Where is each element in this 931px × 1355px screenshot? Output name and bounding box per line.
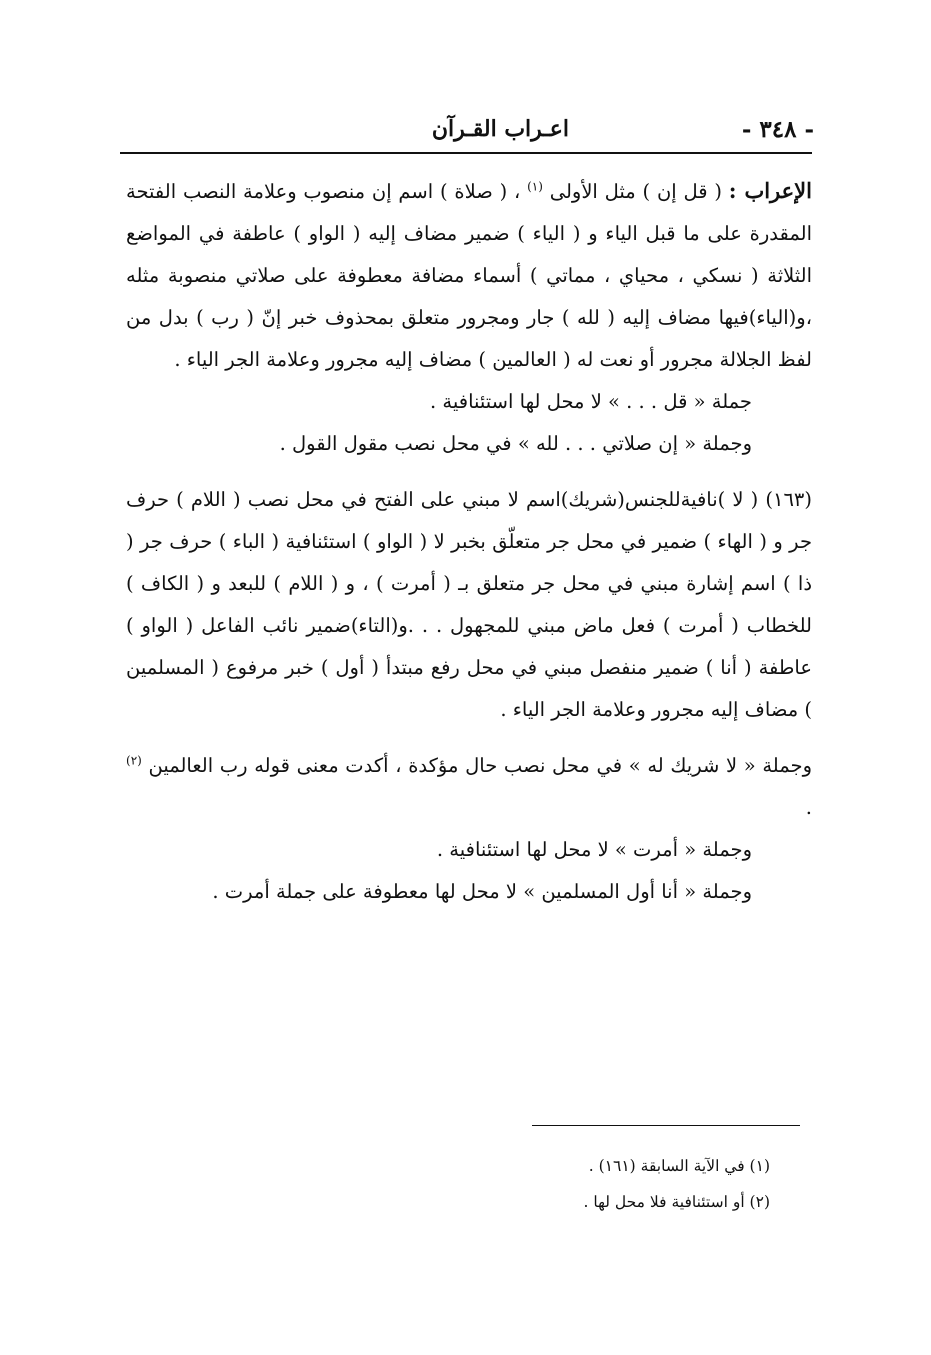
sentence-line: وجملة « إن صلاتي . . . لله » في محل نصب مقول القول .	[279, 432, 752, 455]
paragraph-text: ( قل إن ) مثل الأولى	[549, 180, 722, 203]
footnote-ref-1: (١)	[527, 179, 543, 194]
paragraph-irab-verse-162	[126, 170, 812, 381]
main-text	[126, 170, 812, 913]
paragraph-text: ، ( صلاة ) اسم إن منصوب وعلامة النصب الفتحة المقدرة على ما قبل الياء و ( الياء ) ضمير مضاف إليه ( الواو ) عاطفة في المواضع الثلاثة ( نسكي ، محياي ، مماتي ) أسماء مضافة معطوفة على صلاتي منصوبة مثله ،و(الياء)فيها مضاف إليه ( لله ) جار ومجرور متعلق بمحذوف خبر إنّ ( رب ) بدل من لفظ الجلالة مجرور أو نعت له ( العالمين ) مضاف إليه مجرور وعلامة الجر الياء .	[126, 180, 812, 371]
paragraph-text: .	[805, 796, 812, 819]
header-rule	[120, 152, 812, 154]
footnote-2: (٢) أو استئنافية فلا محل لها .	[583, 1193, 770, 1211]
footnotes	[300, 1148, 770, 1220]
footnote-1: (١) في الآية السابقة (١٦١) .	[588, 1157, 770, 1175]
page-header	[120, 112, 814, 152]
sentence-line: وجملة « أمرت » لا محل لها استئنافية .	[436, 838, 752, 861]
sentence-line: جملة « قل . . . » لا محل لها استئنافية .	[430, 390, 752, 413]
page-number: - ٣٤٨ -	[741, 116, 814, 143]
irab-heading: الإعراب :	[728, 178, 812, 203]
paragraph-hal-sentence	[126, 745, 812, 829]
paragraph-text: وجملة « لا شريك له » في محل نصب حال مؤكدة ، أكدت معنى قوله رب العالمين	[148, 754, 812, 777]
sentence-line: وجملة « أنا أول المسلمين » لا محل لها معطوفة على جملة أمرت .	[212, 880, 752, 903]
paragraph-verse-163: (١٦٣) ( لا )نافيةللجنس(شريك)اسم لا مبني على الفتح في محل نصب ( اللام ) حرف جر و ( الهاء ) ضمير في محل جر متعلّق بخبر لا ( الواو ) استئنافية ( الباء ) حرف جر ( ذا ) اسم إشارة مبني في محل جر متعلق بـ ( أمرت ) ، و ( اللام ) للبعد و ( الكاف ) للخطاب ( أمرت ) فعل ماض مبني للمجهول . . .و(التاء)ضمير نائب الفاعل ( الواو ) عاطفة ( أنا ) ضمير منفصل مبني في محل رفع مبتدأ ( أول ) خبر مرفوع ( المسلمين ) مضاف إليه مجرور وعلامة الجر الياء .	[126, 488, 812, 721]
footnote-rule	[532, 1125, 800, 1126]
footnote-ref-2: (٢)	[126, 753, 142, 768]
running-title: اعـراب القـرآن	[431, 116, 569, 142]
